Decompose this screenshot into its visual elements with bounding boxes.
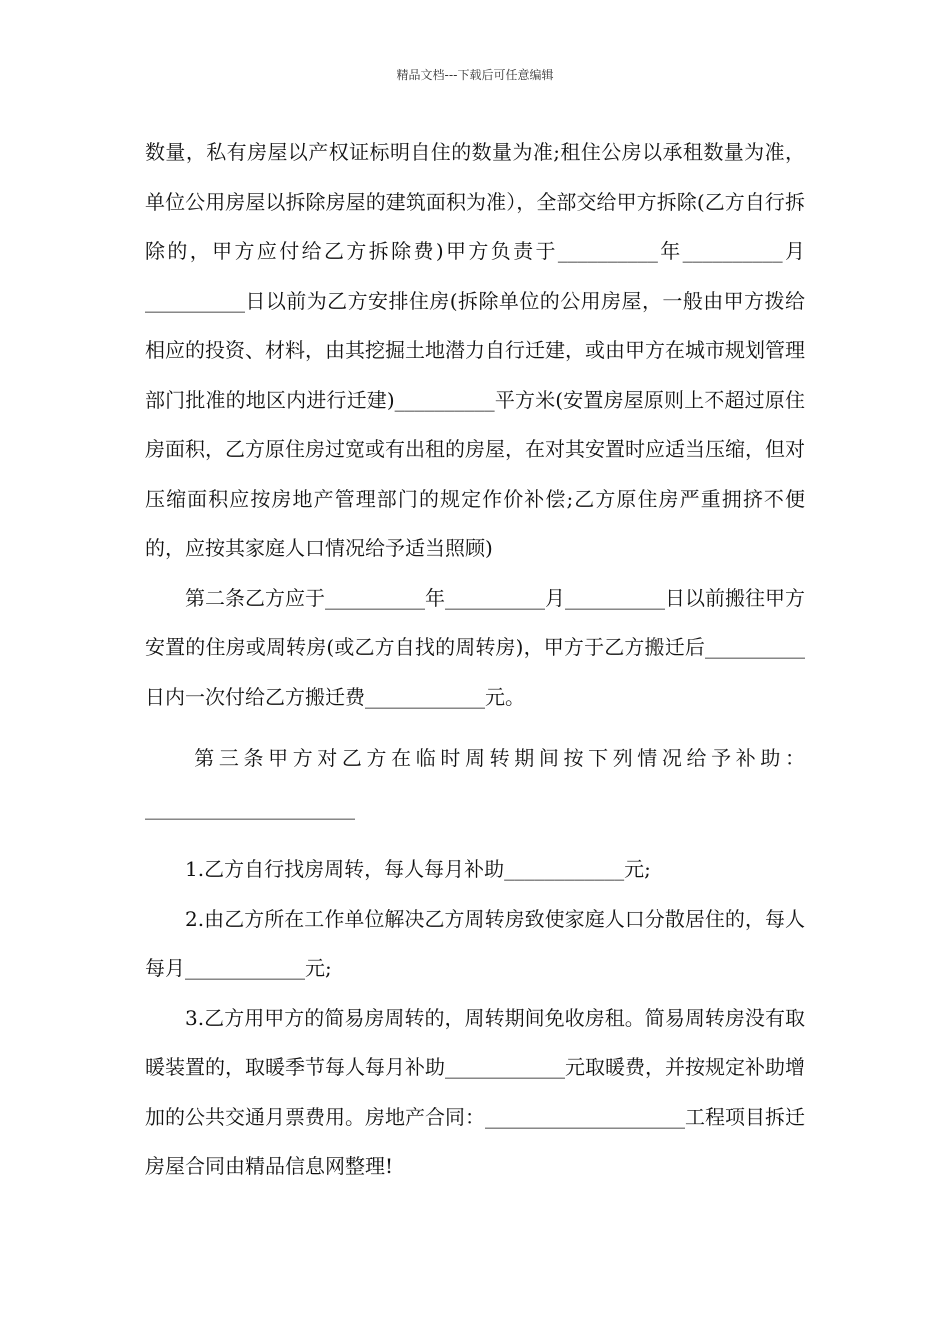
paragraph-4: 1.乙方自行找房周转，每人每月补助____________元;	[145, 857, 651, 881]
paragraph-1: 数量，私有房屋以产权证标明自住的数量为准;租住公房以承租数量为准，单位公用房屋以拆除房屋的建筑面积为准），全部交给甲方拆除(乙方自行拆除的，甲方应付给乙方拆除费)甲方负责于__________年__________月__________日以前为乙方安排住房(拆除单位的公用房屋，一般由甲方拨给相应的投资、材料，由其挖掘土地潜力自行迁建，或由甲方在城市规划管理部门批准的地区内进行迁建)__________平方米(安置房屋原则上不超过原住房面积，乙方原住房过宽或有出租的房屋，在对其安置时应适当压缩，但对压缩面积应按房地产管理部门的规定作价补偿;乙方原住房严重拥挤不便的，应按其家庭人口情况给予适当照顾)	[145, 140, 805, 560]
paragraph-2: 第二条乙方应于__________年__________月__________日以前搬往甲方安置的住房或周转房(或乙方自找的周转房)，甲方于乙方搬迁后__________日内一次付给乙方搬迁费____________元。	[145, 585, 805, 709]
paragraph-5: 2.由乙方所在工作单位解决乙方周转房致使家庭人口分散居住的，每人每月____________元;	[145, 906, 805, 980]
page-header: 精品文档---下载后可任意编辑	[396, 68, 554, 82]
paragraph-3: 第三条甲方对乙方在临时周转期间按下列情况给予补助：_____________________	[145, 746, 805, 820]
paragraph-6: 3.乙方用甲方的简易房周转的，周转期间免收房租。简易周转房没有取暖装置的，取暖季节每人每月补助____________元取暖费，并按规定补助增加的公共交通月票费用。房地产合同：____________________工程项目拆迁房屋合同由精品信息网整理!	[145, 1005, 805, 1178]
document-body	[145, 128, 805, 1192]
